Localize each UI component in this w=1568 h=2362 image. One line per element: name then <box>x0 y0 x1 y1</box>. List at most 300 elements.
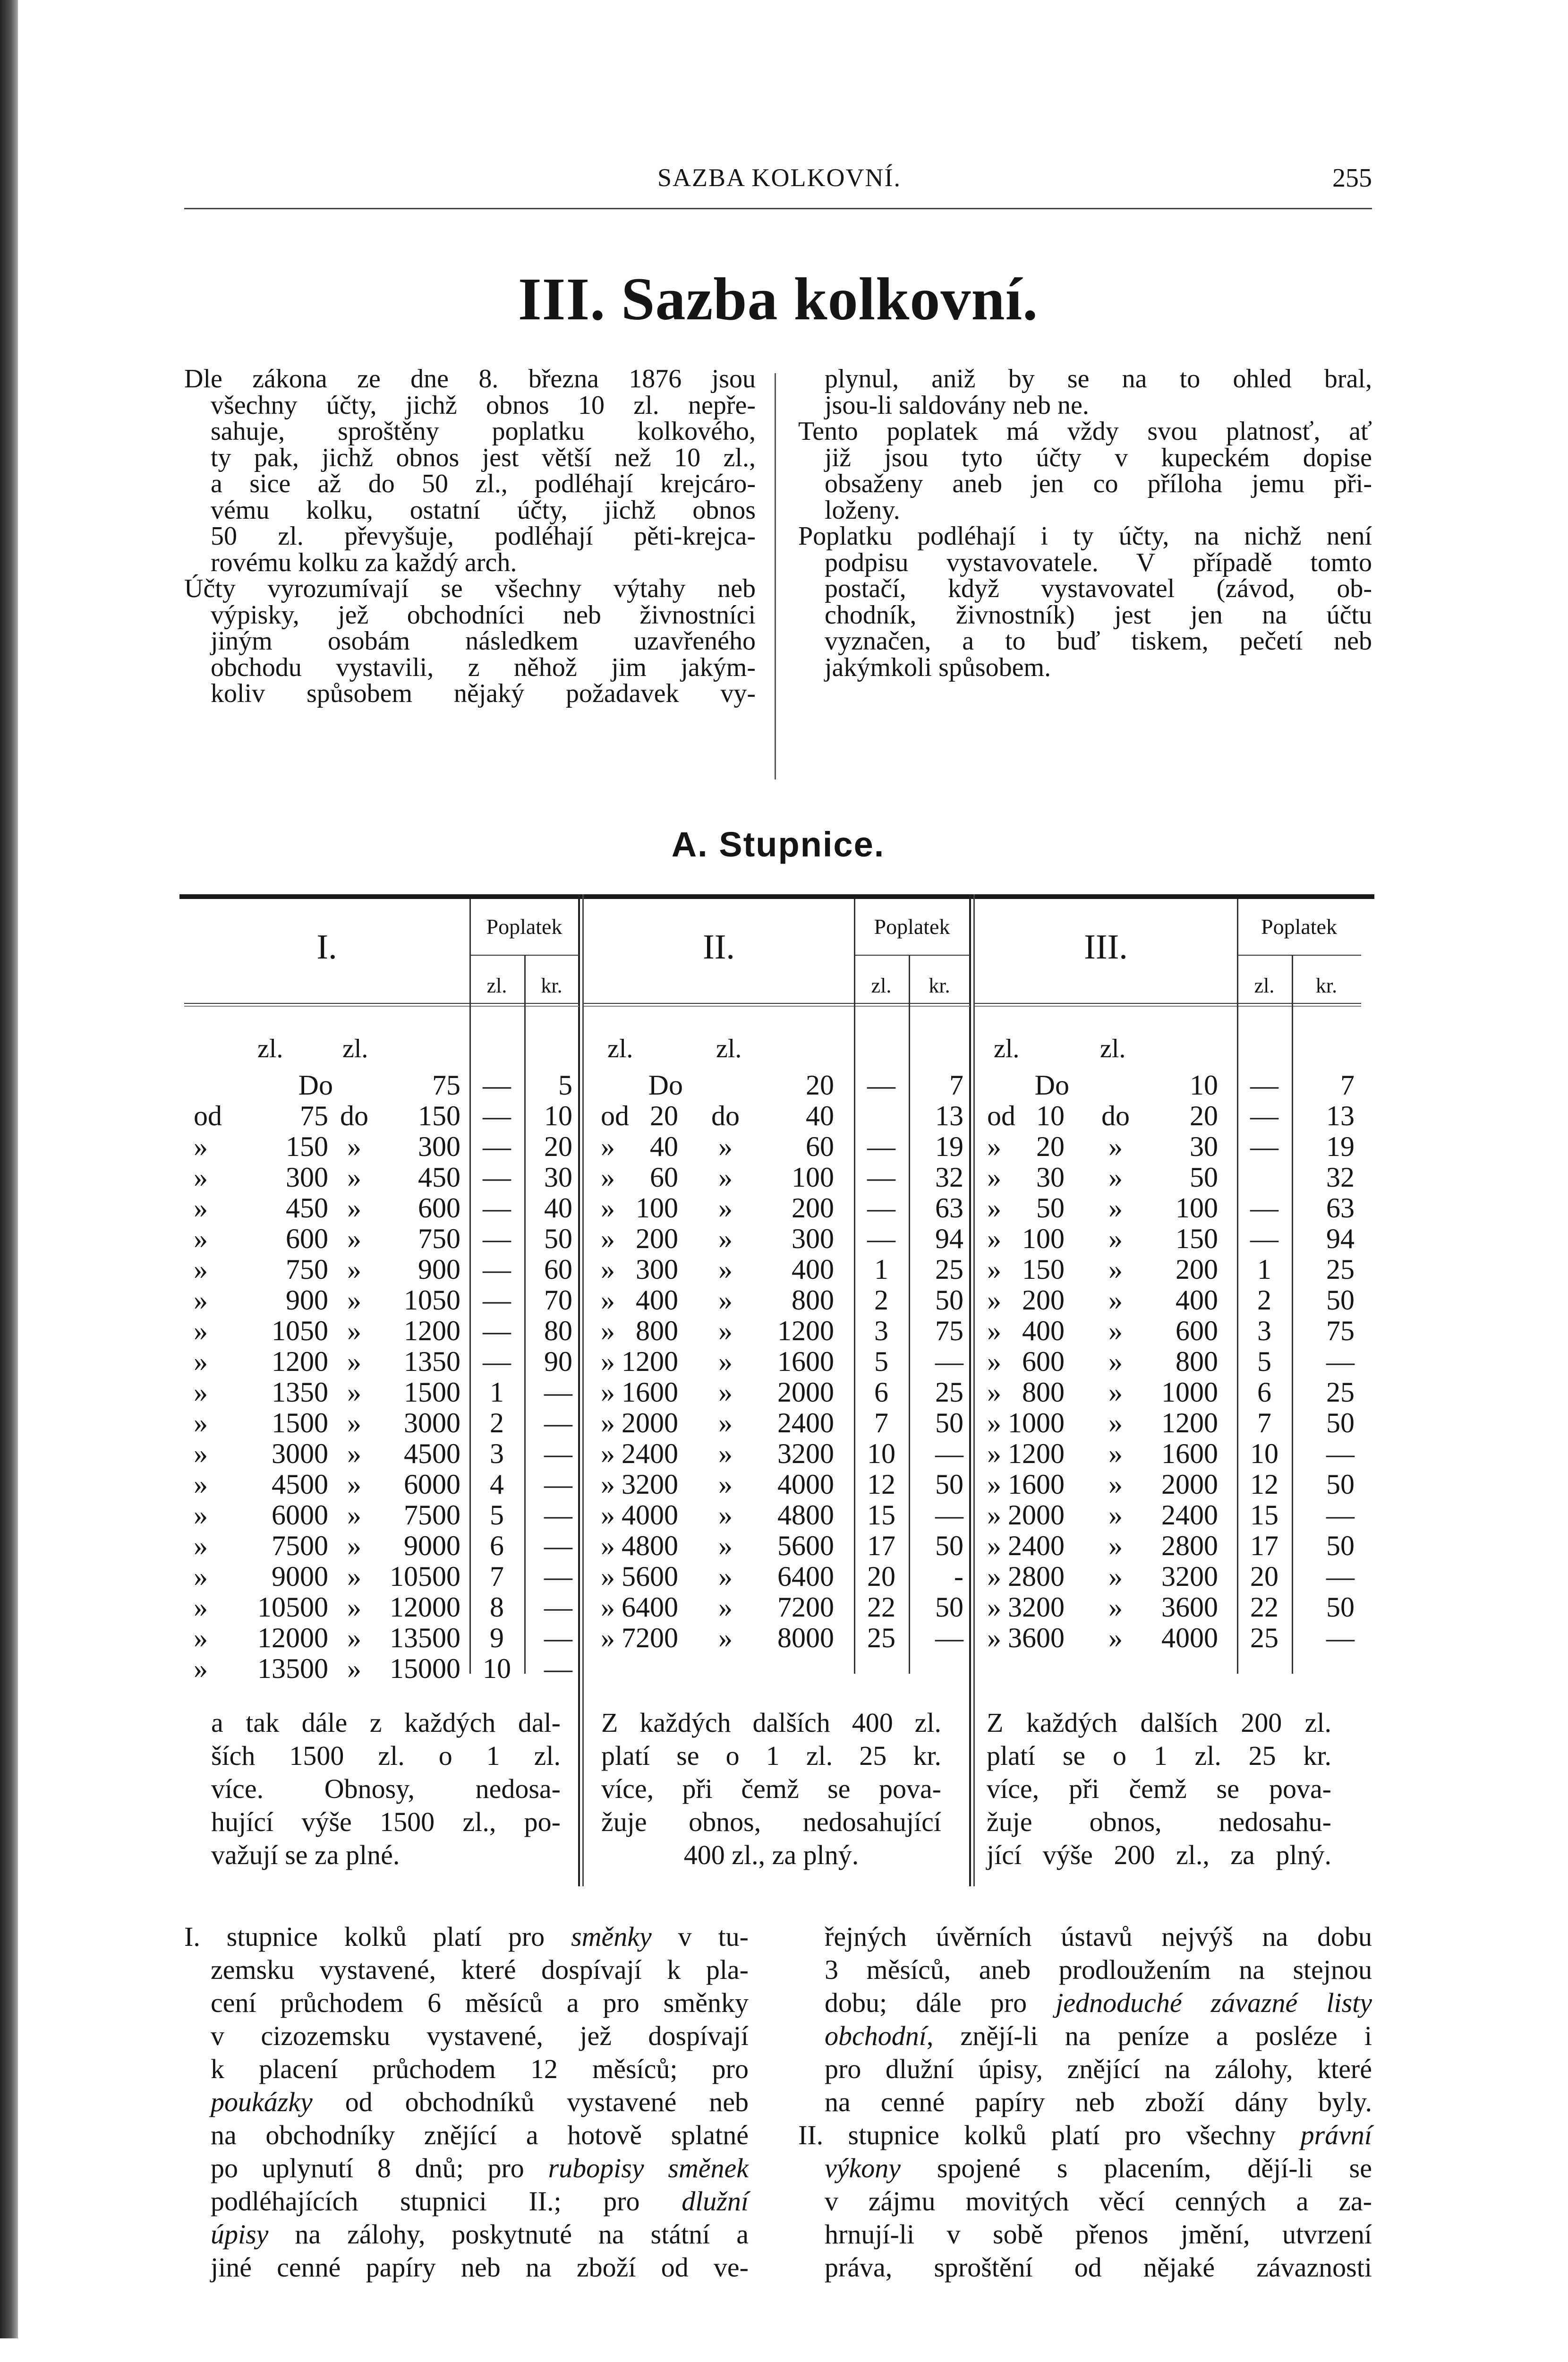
row-prefix: » <box>601 1469 615 1500</box>
fee-kr: — <box>1326 1438 1355 1469</box>
range-word: » <box>347 1438 361 1469</box>
text-line <box>211 2152 749 2185</box>
fee-header: Poplatek <box>874 915 950 939</box>
range-word: » <box>718 1407 733 1438</box>
table-row <box>184 1623 579 1653</box>
amount-from: 6000 <box>272 1499 328 1531</box>
fee-zl: — <box>1250 1100 1278 1131</box>
text-line: koliv spůsobem nějaký požadavek vy- <box>211 679 756 708</box>
amount-to: 1200 <box>1161 1407 1218 1438</box>
fee-zl: 15 <box>867 1499 895 1531</box>
amount-from: 1600 <box>1008 1469 1065 1500</box>
fee-zl: — <box>483 1284 511 1316</box>
table-row <box>184 1592 579 1623</box>
row-prefix: » <box>601 1530 615 1561</box>
amount-from: 10 <box>1036 1100 1065 1131</box>
row-prefix: » <box>601 1223 615 1254</box>
fee-kr: 25 <box>1326 1377 1355 1408</box>
row-prefix: » <box>987 1499 1001 1531</box>
amount-to: 4000 <box>1161 1622 1218 1653</box>
amount-from: 2000 <box>622 1407 678 1438</box>
table-row <box>184 1224 579 1254</box>
range-word: » <box>347 1377 361 1408</box>
amount-to: 12000 <box>390 1592 460 1623</box>
table-row <box>584 1193 970 1224</box>
amount-from: 7200 <box>622 1622 678 1653</box>
fee-zl: — <box>867 1131 895 1162</box>
range-word: » <box>1108 1561 1123 1592</box>
note-line: 400 zl., za plný. <box>683 1840 859 1870</box>
fee-zl: 2 <box>490 1407 504 1438</box>
range-word: » <box>1108 1377 1123 1408</box>
fee-zl: — <box>1250 1131 1278 1162</box>
amount-to: 30 <box>1190 1131 1218 1162</box>
range-word: » <box>718 1530 733 1561</box>
range-word: » <box>347 1192 361 1224</box>
fee-kr: 30 <box>544 1162 572 1193</box>
table-row <box>975 1469 1361 1500</box>
fee-zl: 10 <box>483 1653 511 1684</box>
unit-to: zl. <box>342 1034 368 1063</box>
table-row <box>184 1653 579 1684</box>
fee-kr: 50 <box>935 1284 963 1316</box>
amount-from: 300 <box>636 1254 678 1285</box>
amount-to: 1500 <box>404 1377 460 1408</box>
range-word: » <box>1108 1192 1123 1224</box>
range-word: » <box>347 1407 361 1438</box>
amount-from: 150 <box>1022 1254 1065 1285</box>
amount-to: 300 <box>792 1223 834 1254</box>
text-line: postačí, když vystavovatel (závod, ob- <box>825 574 1372 603</box>
fee-kr: 10 <box>544 1100 572 1131</box>
emphasis: směnky <box>571 1921 652 1952</box>
header-rule <box>184 1003 579 1007</box>
range-word: » <box>718 1469 733 1500</box>
fee-zl: — <box>483 1070 511 1101</box>
amount-to: 13500 <box>390 1622 460 1653</box>
row-prefix: » <box>194 1622 208 1653</box>
range-word: » <box>1108 1438 1123 1469</box>
fee-kr: — <box>935 1346 963 1377</box>
amount-from: 20 <box>650 1100 678 1131</box>
row-prefix: » <box>194 1192 208 1224</box>
amount-to: 600 <box>418 1192 460 1224</box>
text-run: , znějí-li na peníze a posléze i <box>926 2020 1372 2051</box>
table-number: II. <box>703 928 735 967</box>
amount-from: 450 <box>286 1192 328 1224</box>
range-word: Do <box>1034 1070 1069 1101</box>
fee-zl: 20 <box>867 1561 895 1592</box>
note-line: Z každých dalších 400 zl. <box>601 1707 941 1738</box>
fee-kr: 50 <box>935 1469 963 1500</box>
amount-from: 10500 <box>257 1592 328 1623</box>
fee-kr: — <box>544 1499 572 1531</box>
table-row <box>975 1193 1361 1224</box>
fee-kr: 32 <box>1326 1162 1355 1193</box>
row-prefix: » <box>194 1561 208 1592</box>
text-run: po uplynutí 8 dnů; pro <box>211 2153 548 2183</box>
table-row <box>184 1561 579 1592</box>
fee-kr: 50 <box>1326 1284 1355 1316</box>
amount-from: 40 <box>650 1131 678 1162</box>
table-note <box>211 1706 561 1872</box>
row-prefix: » <box>601 1192 615 1224</box>
amount-from: 200 <box>1022 1284 1065 1316</box>
text-line: jiné cenné papíry neb na zboží od ve- <box>211 2252 749 2283</box>
amount-from: 5600 <box>622 1561 678 1592</box>
amount-from: 2800 <box>1008 1561 1065 1592</box>
amount-to: 450 <box>418 1162 460 1193</box>
amount-from: 4500 <box>272 1469 328 1500</box>
row-prefix: » <box>987 1284 1001 1316</box>
range-word: » <box>347 1592 361 1623</box>
row-prefix: » <box>194 1346 208 1377</box>
range-word: » <box>1108 1131 1123 1162</box>
kr-header: kr. <box>1315 974 1338 997</box>
row-prefix: » <box>601 1346 615 1377</box>
table-row <box>584 1224 970 1254</box>
row-prefix: » <box>194 1162 208 1193</box>
table-row <box>975 1224 1361 1254</box>
range-word: » <box>347 1315 361 1346</box>
amount-to: 40 <box>806 1100 834 1131</box>
zl-header: zl. <box>486 974 507 997</box>
table-row <box>975 1285 1361 1316</box>
range-word: » <box>1108 1254 1123 1285</box>
range-word: » <box>718 1284 733 1316</box>
zl-header: zl. <box>871 974 892 997</box>
range-word: » <box>718 1377 733 1408</box>
amount-to: 8000 <box>777 1622 834 1653</box>
footer-right-column <box>798 1920 1372 2284</box>
table-row <box>184 1500 579 1531</box>
table-row <box>584 1254 970 1285</box>
text-line: Poplatku podléhají i ty účty, na nichž není <box>798 522 1372 551</box>
text-line: na cenné papíry neb zboží dány byly. <box>825 2087 1372 2117</box>
table-row <box>584 1531 970 1561</box>
table-row <box>584 1285 970 1316</box>
fee-kr: - <box>954 1561 963 1592</box>
row-prefix: od <box>987 1100 1015 1131</box>
amount-to: 3200 <box>1161 1561 1218 1592</box>
amount-from: 800 <box>636 1315 678 1346</box>
range-word: » <box>718 1131 733 1162</box>
fee-zl: 25 <box>1250 1622 1278 1653</box>
text-line: k placení průchodem 12 měsíců; pro <box>211 2054 749 2084</box>
fee-zl: 5 <box>874 1346 888 1377</box>
amount-to: 1350 <box>404 1346 460 1377</box>
row-prefix: » <box>987 1469 1001 1500</box>
fee-zl: — <box>867 1223 895 1254</box>
intro-left-column <box>184 366 756 707</box>
amount-to: 100 <box>1176 1192 1218 1224</box>
range-word: » <box>1108 1162 1123 1193</box>
table-row <box>584 1070 970 1101</box>
range-word: » <box>1108 1499 1123 1531</box>
kr-header: kr. <box>541 974 562 997</box>
fee-zl: 2 <box>1257 1284 1271 1316</box>
fee-zl: 12 <box>867 1469 895 1500</box>
table-row <box>584 1623 970 1653</box>
text-line: hrnují-li v sobě přenos jmění, utvrzení <box>825 2219 1372 2250</box>
fee-zl: — <box>1250 1070 1278 1101</box>
fee-kr: 7 <box>949 1070 963 1101</box>
fee-kr: 19 <box>935 1131 963 1162</box>
range-word: » <box>347 1622 361 1653</box>
text-line <box>211 2086 749 2119</box>
fee-kr: — <box>544 1530 572 1561</box>
text-line: sahuje, sproštěny poplatku kolkového, <box>211 417 756 446</box>
text-line: 50 zl. převyšuje, podléhají pěti-krejca- <box>211 522 756 551</box>
fee-header: Poplatek <box>1261 915 1337 939</box>
fee-header-rule <box>854 955 970 956</box>
fee-header: Poplatek <box>486 915 562 939</box>
amount-from: 600 <box>1022 1346 1065 1377</box>
fee-kr: 63 <box>1326 1192 1355 1224</box>
fee-kr: — <box>544 1592 572 1623</box>
row-prefix: » <box>601 1561 615 1592</box>
note-line: platí se o 1 zl. 25 kr. <box>601 1740 941 1771</box>
range-word: » <box>718 1438 733 1469</box>
amount-to: 200 <box>792 1192 834 1224</box>
row-prefix: » <box>601 1592 615 1623</box>
row-prefix: » <box>194 1377 208 1408</box>
fee-kr: 94 <box>935 1223 963 1254</box>
fee-kr: — <box>544 1438 572 1469</box>
fee-kr: — <box>935 1499 963 1531</box>
table-row <box>975 1254 1361 1285</box>
row-prefix: » <box>601 1162 615 1193</box>
range-word: » <box>1108 1284 1123 1316</box>
range-word: » <box>347 1223 361 1254</box>
table-number: I. <box>316 928 337 967</box>
fee-kr: 40 <box>544 1192 572 1224</box>
amount-from: 20 <box>1036 1131 1065 1162</box>
range-word: » <box>718 1192 733 1224</box>
unit-from: zl. <box>607 1034 633 1063</box>
fee-zl: 22 <box>867 1592 895 1623</box>
text-run: podléhajících stupnici II.; pro <box>211 2186 682 2217</box>
table-row <box>975 1316 1361 1346</box>
amount-to: 900 <box>418 1254 460 1285</box>
fee-zl: 3 <box>1257 1315 1271 1346</box>
table-row <box>975 1500 1361 1531</box>
amount-from: 3200 <box>1008 1592 1065 1623</box>
text-line: na obchodníky znějící a hotově splatné <box>211 2120 749 2150</box>
table-row <box>975 1408 1361 1438</box>
text-line: rovému kolku za každý arch. <box>211 548 517 577</box>
row-prefix: » <box>194 1469 208 1500</box>
table-row <box>584 1346 970 1377</box>
row-prefix: » <box>987 1592 1001 1623</box>
table-row <box>184 1193 579 1224</box>
fee-zl: 22 <box>1250 1592 1278 1623</box>
stamp-table-2 <box>584 899 970 1886</box>
text-run: I. stupnice kolků platí pro <box>184 1921 571 1952</box>
amount-from: 1350 <box>272 1377 328 1408</box>
emphasis: úpisy <box>211 2219 269 2250</box>
note-line: žuje obnos, nedosahu- <box>987 1806 1331 1837</box>
table-row <box>184 1254 579 1285</box>
table-row <box>975 1438 1361 1469</box>
table-row <box>584 1377 970 1408</box>
amount-from: 7500 <box>272 1530 328 1561</box>
amount-to: 1600 <box>777 1346 834 1377</box>
amount-from: 12000 <box>257 1622 328 1653</box>
amount-from: 400 <box>1022 1315 1065 1346</box>
fee-zl: — <box>867 1192 895 1224</box>
amount-to: 20 <box>1190 1100 1218 1131</box>
scan-edge <box>0 0 18 2338</box>
row-prefix: » <box>194 1223 208 1254</box>
fee-zl: 3 <box>874 1315 888 1346</box>
fee-zl: — <box>867 1070 895 1101</box>
fee-zl: 1 <box>1257 1254 1271 1285</box>
amount-from: 9000 <box>272 1561 328 1592</box>
fee-kr: 13 <box>935 1100 963 1131</box>
amount-to: 1000 <box>1161 1377 1218 1408</box>
row-prefix: » <box>987 1223 1001 1254</box>
text-line: všechny účty, jichž obnos 10 zl. nepře- <box>211 390 756 420</box>
row-prefix: » <box>987 1438 1001 1469</box>
amount-from: 150 <box>286 1131 328 1162</box>
table-row <box>184 1131 579 1162</box>
amount-from: 200 <box>636 1223 678 1254</box>
range-word: » <box>347 1346 361 1377</box>
table-row <box>584 1408 970 1438</box>
fee-zl: — <box>483 1315 511 1346</box>
table-row <box>975 1561 1361 1592</box>
unit-to: zl. <box>1100 1034 1126 1063</box>
amount-from: 1500 <box>272 1407 328 1438</box>
fee-zl: 4 <box>490 1469 504 1500</box>
amount-from: 600 <box>286 1223 328 1254</box>
row-prefix: od <box>194 1100 222 1131</box>
text-line: chodník, živnostník) jest jen na účtu <box>825 600 1372 630</box>
table-row <box>975 1346 1361 1377</box>
amount-from: 800 <box>1022 1377 1065 1408</box>
amount-to: 150 <box>1176 1223 1218 1254</box>
amount-to: 4800 <box>777 1499 834 1531</box>
fee-kr: 50 <box>544 1223 572 1254</box>
fee-kr: 50 <box>935 1592 963 1623</box>
text-line: pro dlužní úpisy, znějící na zálohy, které <box>825 2054 1372 2084</box>
text-line <box>825 2020 1372 2053</box>
row-prefix: » <box>601 1407 615 1438</box>
amount-to: 1200 <box>404 1315 460 1346</box>
amount-from: 50 <box>1036 1192 1065 1224</box>
fee-kr: 5 <box>558 1070 572 1101</box>
fee-kr: 25 <box>935 1254 963 1285</box>
fee-zl: 9 <box>490 1622 504 1653</box>
range-word: do <box>340 1100 368 1131</box>
stamp-table-1 <box>184 899 579 1886</box>
range-word: Do <box>648 1070 683 1101</box>
table-row <box>584 1500 970 1531</box>
fee-zl: — <box>483 1223 511 1254</box>
amount-from: 300 <box>286 1162 328 1193</box>
amount-from: 6400 <box>622 1592 678 1623</box>
note-line: a tak dále z každých dal- <box>211 1707 561 1738</box>
text-line: zemsku vystavené, které dospívají k pla- <box>211 1954 749 1985</box>
range-word: » <box>347 1162 361 1193</box>
range-word: » <box>718 1592 733 1623</box>
amount-from: 4000 <box>622 1499 678 1531</box>
amount-to: 750 <box>418 1223 460 1254</box>
fee-zl: 1 <box>490 1377 504 1408</box>
table-row <box>184 1162 579 1193</box>
amount-to: 1050 <box>404 1284 460 1316</box>
table-note <box>987 1706 1331 1872</box>
range-word: » <box>718 1499 733 1531</box>
fee-kr: 50 <box>1326 1469 1355 1500</box>
fee-kr: — <box>935 1622 963 1653</box>
amount-to: 2400 <box>1161 1499 1218 1531</box>
amount-to: 10 <box>1190 1070 1218 1101</box>
fee-kr: 50 <box>1326 1530 1355 1561</box>
text-line <box>798 2119 1372 2152</box>
range-word: » <box>347 1653 361 1684</box>
fee-kr: — <box>544 1377 572 1408</box>
amount-to: 200 <box>1176 1254 1218 1285</box>
text-line: loženy. <box>825 495 900 525</box>
row-prefix: » <box>194 1254 208 1285</box>
table-note <box>601 1706 941 1872</box>
row-prefix: » <box>194 1131 208 1162</box>
table-row <box>975 1592 1361 1623</box>
range-word: » <box>347 1131 361 1162</box>
amount-to: 3200 <box>777 1438 834 1469</box>
text-line: ty pak, jichž obnos jest větší než 10 zl., <box>211 443 756 472</box>
amount-to: 4000 <box>777 1469 834 1500</box>
text-line <box>825 1986 1372 2020</box>
amount-to: 6000 <box>404 1469 460 1500</box>
note-line: platí se o 1 zl. 25 kr. <box>987 1740 1331 1771</box>
text-line <box>184 1920 749 1953</box>
range-word: » <box>718 1346 733 1377</box>
table-row <box>975 1101 1361 1131</box>
table-row <box>975 1162 1361 1193</box>
row-prefix: » <box>987 1131 1001 1162</box>
amount-to: 400 <box>792 1254 834 1285</box>
text-line: Tento poplatek má vždy svou platnosť, ať <box>798 417 1372 446</box>
table-row <box>975 1131 1361 1162</box>
amount-to: 150 <box>418 1100 460 1131</box>
amount-to: 9000 <box>404 1530 460 1561</box>
text-line: podpisu vystavovatele. V případě tomto <box>825 548 1372 577</box>
row-prefix: » <box>601 1131 615 1162</box>
amount-to: 5600 <box>777 1530 834 1561</box>
row-prefix: » <box>194 1653 208 1684</box>
fee-zl: 5 <box>490 1499 504 1531</box>
note-line: žuje obnos, nedosahující <box>601 1806 941 1837</box>
unit-from: zl. <box>257 1034 283 1063</box>
row-prefix: » <box>601 1377 615 1408</box>
header-rule <box>184 208 1372 209</box>
text-run: v tu- <box>651 1921 749 1952</box>
text-line: v zájmu movitých věcí cenných a za- <box>825 2186 1372 2217</box>
amount-to: 6400 <box>777 1561 834 1592</box>
text-line <box>211 2218 749 2251</box>
fee-kr: 70 <box>544 1284 572 1316</box>
fee-zl: — <box>483 1192 511 1224</box>
amount-to: 400 <box>1176 1284 1218 1316</box>
emphasis: dlužní <box>682 2186 749 2217</box>
text-run: dobu; dále pro <box>825 1987 1056 2018</box>
note-line: hující výše 1500 zl., po- <box>211 1806 561 1837</box>
amount-to: 1600 <box>1161 1438 1218 1469</box>
amount-from: 2000 <box>1008 1499 1065 1531</box>
